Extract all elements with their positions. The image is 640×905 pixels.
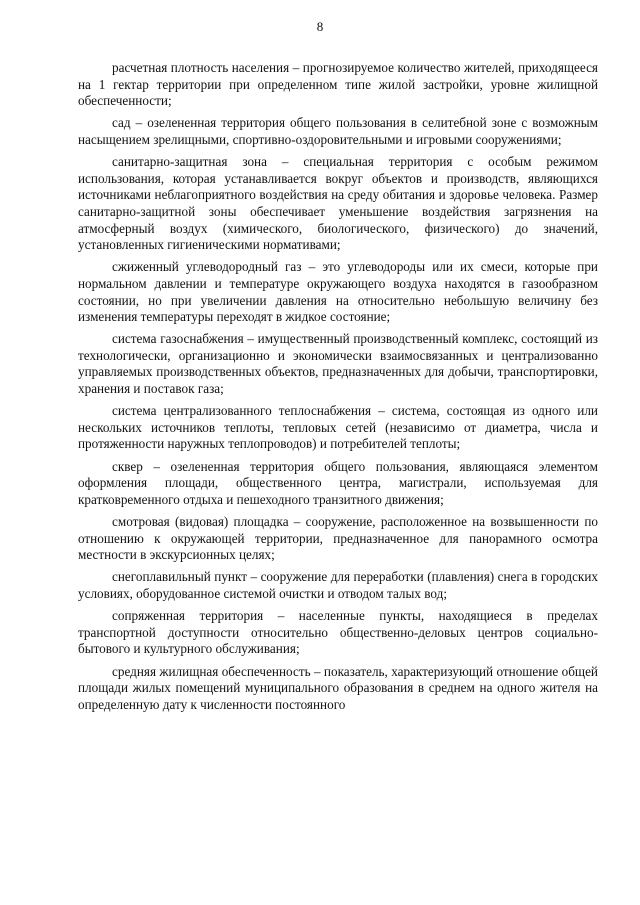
definition-paragraph: сжиженный углеводородный газ – это углеводороды или их смеси, которые при нормальном давлении и температуре окружающего воздуха находятся в газообразном состоянии, но при увеличении давления на относительно небольшую величину без изменения температуры переходят в жидкое состояние; (78, 259, 598, 325)
definition-paragraph: система газоснабжения – имущественный производственный комплекс, состоящий из технологически, организационно и экономически взаимосвязанных и централизованно управляемых производственных объектов, предназначенных для добычи, транспортировки, хранения и поставок газа; (78, 331, 598, 397)
definition-paragraph: система централизованного теплоснабжения – система, состоящая из одного или нескольких источников теплоты, тепловых сетей (независимо от диаметра, числа и протяженности наружных теплопроводов) и потребителей теплоты; (78, 403, 598, 452)
definition-paragraph: сквер – озелененная территория общего пользования, являющаяся элементом оформления площади, общественного центра, магистрали, используемая для кратковременного отдыха и пешеходного транзитного движения; (78, 458, 598, 507)
page-number: 8 (316, 19, 324, 34)
definition-paragraph: сопряженная территория – населенные пункты, находящиеся в пределах транспортной доступности относительно общественно-деловых центров социально-бытового и культурного обслуживания; (78, 608, 598, 657)
document-body (78, 60, 598, 719)
definition-paragraph: сад – озелененная территория общего пользования в селитебной зоне с возможным насыщением зрелищными, спортивно-оздоровительными и игровыми сооружениями; (78, 115, 598, 147)
definition-paragraph: расчетная плотность населения – прогнозируемое количество жителей, приходящееся на 1 гектар территории при определенном типе жилой застройки, уровне жилищной обеспеченности; (78, 60, 598, 109)
definition-paragraph: санитарно-защитная зона – специальная территория с особым режимом использования, которая устанавливается вокруг объектов и производств, являющихся источниками неблагоприятного воздействия на среду обитания и здоровье человека. Размер санитарно-защитной зоны обеспечивает уменьшение воздействия загрязнения на атмосферный воздух (химического, биологического, физического) до значений, установленных гигиеническими нормативами; (78, 154, 598, 253)
definition-paragraph: смотровая (видовая) площадка – сооружение, расположенное на возвышенности по отношению к окружающей территории, предназначенное для панорамного осмотра местности в экскурсионных целях; (78, 514, 598, 563)
definition-paragraph: средняя жилищная обеспеченность – показатель, характеризующий отношение общей площади жилых помещений муниципального образования в среднем на одного жителя на определенную дату к численности постоянного (78, 663, 598, 712)
definition-paragraph: снегоплавильный пункт – сооружение для переработки (плавления) снега в городских условиях, оборудованное системой очистки и отводом талых вод; (78, 569, 598, 601)
